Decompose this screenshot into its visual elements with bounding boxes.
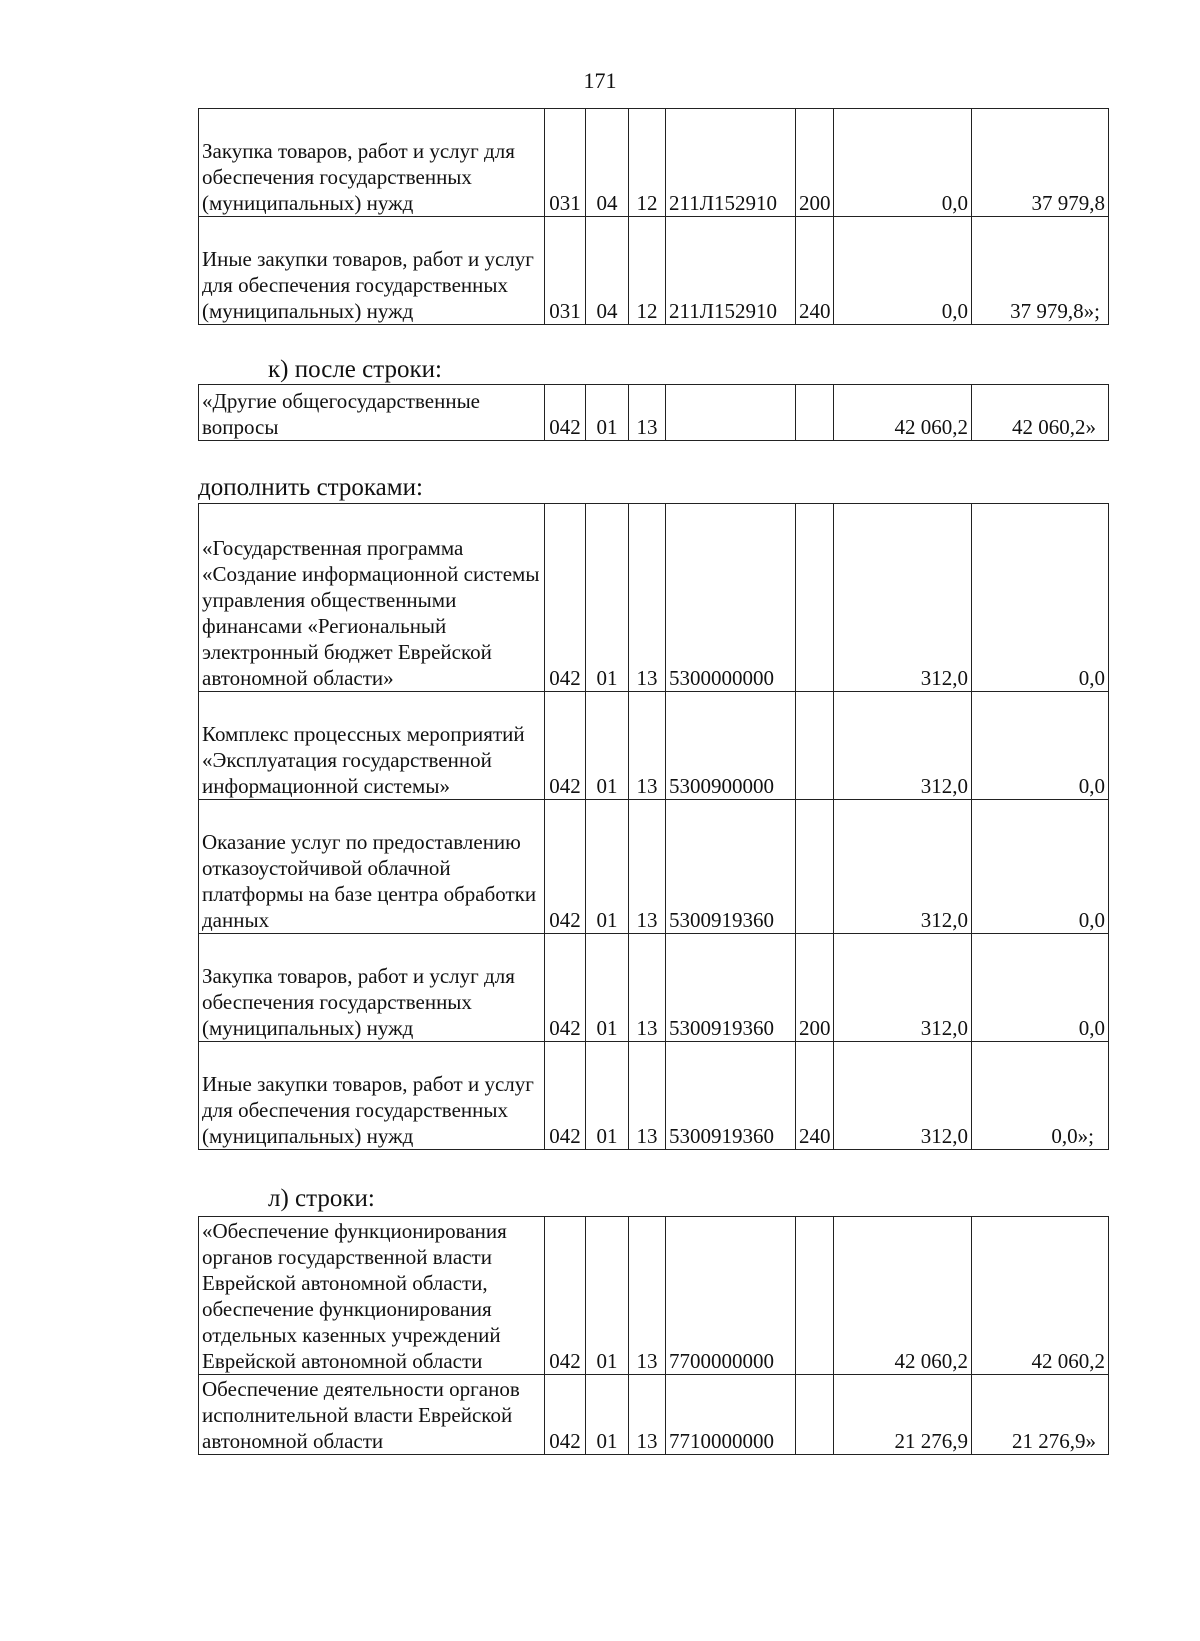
section-add-heading: дополнить строками: — [198, 474, 423, 501]
row-rz: 01 — [586, 504, 629, 692]
row-rz: 01 — [586, 1375, 629, 1455]
row-pr: 13 — [629, 692, 666, 800]
table-row — [199, 1217, 1109, 1375]
row-sum-1: 312,0 — [834, 692, 972, 800]
row-name: Обеспечение деятельности органов исполнительной власти Еврейской автономной области — [199, 1375, 545, 1455]
row-sum-1: 312,0 — [834, 504, 972, 692]
row-pr: 12 — [629, 109, 666, 217]
row-sum-1: 42 060,2 — [834, 1217, 972, 1375]
row-vr — [796, 692, 834, 800]
row-name: «Обеспечение функционирования органов государственной власти Еврейской автономной области, обеспечение функционирования отдельных казенных учреждений Еврейской автономной области — [199, 1217, 545, 1375]
row-vr: 200 — [796, 109, 834, 217]
row-sum-1: 21 276,9 — [834, 1375, 972, 1455]
table-row — [199, 217, 1109, 325]
row-vr: 240 — [796, 1042, 834, 1150]
row-sum-2: 37 979,8 — [972, 109, 1109, 217]
table-row — [199, 1375, 1109, 1455]
table-row — [199, 385, 1109, 441]
row-sum-2: 42 060,2» — [972, 385, 1109, 441]
row-pr: 13 — [629, 934, 666, 1042]
row-rz: 04 — [586, 109, 629, 217]
row-rz: 01 — [586, 1042, 629, 1150]
row-sum-2: 42 060,2 — [972, 1217, 1109, 1375]
row-name: Закупка товаров, работ и услуг для обеспечения государственных (муниципальных) нужд — [199, 934, 545, 1042]
row-pr: 13 — [629, 1375, 666, 1455]
section-k-heading: к) после строки: — [268, 356, 442, 383]
table-row — [199, 934, 1109, 1042]
row-csr: 5300919360 — [666, 800, 796, 934]
row-rz: 01 — [586, 1217, 629, 1375]
table-row — [199, 1042, 1109, 1150]
budget-table-section-l — [198, 1216, 1109, 1455]
row-rz: 01 — [586, 385, 629, 441]
row-vr — [796, 1375, 834, 1455]
row-vr — [796, 800, 834, 934]
row-gr: 031 — [545, 217, 586, 325]
row-name: «Государственная программа «Создание информационной системы управления общественными финансами «Региональный электронный бюджет Еврейской автономной области» — [199, 504, 545, 692]
row-csr: 7710000000 — [666, 1375, 796, 1455]
row-sum-2: 0,0»; — [972, 1042, 1109, 1150]
row-csr: 5300900000 — [666, 692, 796, 800]
row-gr: 042 — [545, 504, 586, 692]
row-sum-1: 0,0 — [834, 217, 972, 325]
row-gr: 042 — [545, 1042, 586, 1150]
row-vr: 240 — [796, 217, 834, 325]
row-pr: 13 — [629, 1042, 666, 1150]
row-pr: 13 — [629, 504, 666, 692]
row-csr: 211Л152910 — [666, 217, 796, 325]
row-sum-1: 312,0 — [834, 1042, 972, 1150]
row-gr: 031 — [545, 109, 586, 217]
table-row — [199, 692, 1109, 800]
table-row — [199, 800, 1109, 934]
row-sum-2: 37 979,8»; — [972, 217, 1109, 325]
row-sum-1: 312,0 — [834, 800, 972, 934]
row-csr: 5300919360 — [666, 1042, 796, 1150]
row-csr: 7700000000 — [666, 1217, 796, 1375]
row-vr — [796, 504, 834, 692]
row-sum-2: 0,0 — [972, 504, 1109, 692]
row-gr: 042 — [545, 385, 586, 441]
row-rz: 01 — [586, 692, 629, 800]
row-gr: 042 — [545, 934, 586, 1042]
table-row — [199, 109, 1109, 217]
row-gr: 042 — [545, 800, 586, 934]
section-l-heading: л) строки: — [268, 1185, 375, 1212]
row-vr — [796, 385, 834, 441]
row-name: «Другие общегосударственные вопросы — [199, 385, 545, 441]
row-csr: 5300000000 — [666, 504, 796, 692]
row-gr: 042 — [545, 692, 586, 800]
budget-table-continuation — [198, 108, 1109, 325]
row-sum-2: 0,0 — [972, 800, 1109, 934]
row-pr: 13 — [629, 385, 666, 441]
row-csr: 211Л152910 — [666, 109, 796, 217]
row-rz: 04 — [586, 217, 629, 325]
row-pr: 12 — [629, 217, 666, 325]
row-sum-1: 0,0 — [834, 109, 972, 217]
row-pr: 13 — [629, 1217, 666, 1375]
row-csr — [666, 385, 796, 441]
row-name: Иные закупки товаров, работ и услуг для обеспечения государственных (муниципальных) нужд — [199, 1042, 545, 1150]
row-vr: 200 — [796, 934, 834, 1042]
row-sum-1: 42 060,2 — [834, 385, 972, 441]
row-gr: 042 — [545, 1375, 586, 1455]
row-sum-2: 0,0 — [972, 934, 1109, 1042]
row-name: Закупка товаров, работ и услуг для обеспечения государственных (муниципальных) нужд — [199, 109, 545, 217]
row-sum-1: 312,0 — [834, 934, 972, 1042]
row-name: Оказание услуг по предоставлению отказоустойчивой облачной платформы на базе центра обработки данных — [199, 800, 545, 934]
row-rz: 01 — [586, 800, 629, 934]
row-sum-2: 0,0 — [972, 692, 1109, 800]
row-vr — [796, 1217, 834, 1375]
budget-table-section-k — [198, 384, 1109, 441]
row-pr: 13 — [629, 800, 666, 934]
table-row — [199, 504, 1109, 692]
budget-table-section-add — [198, 503, 1109, 1150]
row-name: Иные закупки товаров, работ и услуг для обеспечения государственных (муниципальных) нужд — [199, 217, 545, 325]
row-sum-2: 21 276,9» — [972, 1375, 1109, 1455]
page-number: 171 — [583, 68, 617, 93]
row-rz: 01 — [586, 934, 629, 1042]
row-csr: 5300919360 — [666, 934, 796, 1042]
row-gr: 042 — [545, 1217, 586, 1375]
row-name: Комплекс процессных мероприятий «Эксплуатация государственной информационной системы» — [199, 692, 545, 800]
